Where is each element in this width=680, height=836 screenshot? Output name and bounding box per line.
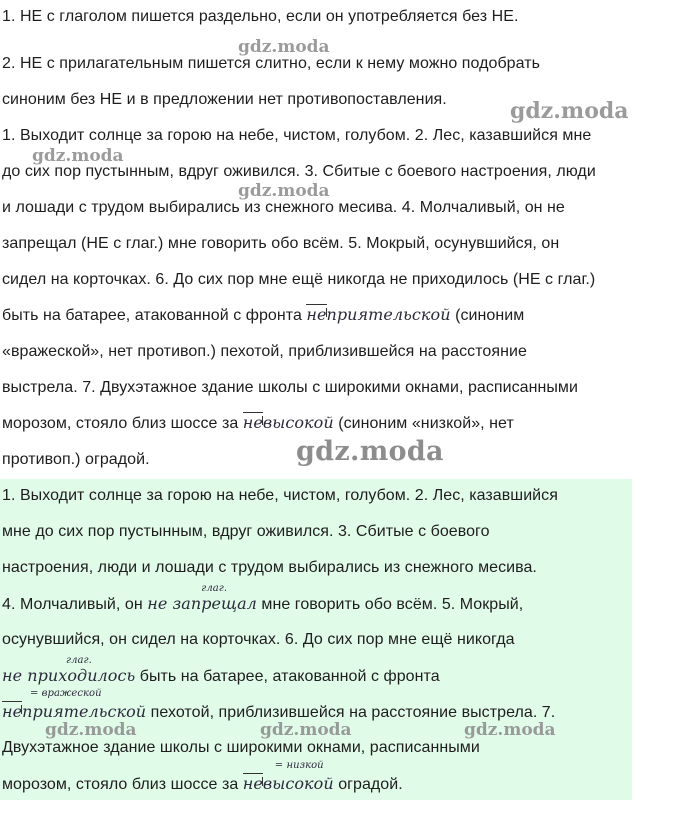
annotation-label: = низкой	[274, 760, 324, 771]
watermark: gdz.moda	[296, 436, 444, 467]
rule-2-line-1: 2. НЕ с прилагательным пишется слитно, если к нему можно подобрать	[2, 55, 540, 72]
text-segment: оградой.	[338, 776, 403, 793]
handwritten-root: приятельской	[22, 702, 147, 721]
handwritten-word	[242, 760, 334, 794]
answer-line	[2, 655, 440, 687]
text-segment: (синоним «низкой», нет	[338, 415, 514, 432]
overline-prefix: не	[2, 702, 23, 721]
text-line: 1. Выходит солнце за горою на небе, чистом, голубом. 2. Лес, казавшийся мне	[2, 127, 592, 144]
text-segment: быть на батарее, атакованной с фронта	[2, 307, 302, 324]
text-line	[2, 413, 514, 434]
text-segment: быть на батарее, атакованной с фронта	[139, 668, 440, 685]
handwritten-root: приятельской	[326, 305, 451, 324]
answer-line: Двухэтажное здание школы с широкими окнами, расписанными	[2, 739, 480, 756]
answer-line	[2, 760, 403, 795]
text-segment: морозом, стояло близ шоссе за	[2, 415, 239, 432]
text-line: и лошади с трудом выбирались из снежного месива. 4. Молчаливый, он не	[2, 199, 565, 216]
handwritten-text: не приходилось	[2, 666, 136, 685]
text-segment: (синоним	[455, 307, 525, 324]
text-line: противоп.) оградой.	[2, 451, 150, 468]
rule-2-line-2: синоним без НЕ и в предложении нет противопоставления.	[2, 91, 447, 108]
answer-line	[2, 583, 524, 615]
text-line: выстрела. 7. Двухэтажное здание школы с широкими окнами, расписанными	[2, 379, 578, 396]
text-segment: 4. Молчаливый, он	[2, 596, 143, 613]
text-line: «вражеской», нет противоп.) пехотой, приблизившейся на расстояние	[2, 343, 527, 360]
text-line: запрещал (НЕ с глаг.) мне говорить обо всём. 5. Мокрый, осунувшийся, он	[2, 235, 560, 252]
watermark: gdz.moda	[32, 146, 124, 166]
handwritten-text: не запрещал	[147, 594, 257, 613]
overline-prefix: не	[306, 305, 327, 324]
watermark: gdz.moda	[238, 181, 330, 201]
overline-prefix: не	[242, 774, 263, 793]
text-segment: морозом, стояло близ шоссе за	[2, 776, 239, 793]
annotation-label: глаг.	[201, 583, 228, 594]
annotation-label: = вражеской	[30, 688, 102, 699]
watermark: gdz.moda	[260, 720, 352, 740]
handwritten-word	[2, 655, 136, 686]
answer-line: настроения, люди и лошади с трудом выбирались из снежного месива.	[2, 559, 537, 576]
answer-line: 1. Выходит солнце за горою на небе, чистом, голубом. 2. Лес, казавшийся	[2, 487, 558, 504]
text-segment: пехотой, приблизившейся на расстояние выстрела. 7.	[150, 704, 556, 721]
handwritten-word	[147, 583, 257, 614]
text-line	[2, 305, 524, 326]
handwritten-root: высокой	[262, 413, 334, 432]
watermark: gdz.moda	[464, 720, 556, 740]
handwritten-word	[2, 688, 147, 722]
handwritten-word	[243, 413, 334, 433]
watermark: gdz.moda	[510, 98, 629, 124]
text-line: сидел на корточках. 6. До сих пор мне ещё никогда не приходилось (НЕ с глаг.)	[2, 271, 596, 288]
text-segment: мне говорить обо всём. 5. Мокрый,	[261, 596, 524, 613]
annotation-label: глаг.	[66, 655, 92, 666]
watermark: gdz.moda	[238, 37, 330, 57]
watermark: gdz.moda	[45, 720, 137, 740]
handwritten-word	[306, 305, 450, 325]
overline-prefix: не	[242, 413, 263, 432]
answer-line: осунувшийся, он сидел на корточках. 6. До сих пор мне ещё никогда	[2, 631, 515, 648]
text-line: до сих пор пустынным, вдруг оживился. 3. Сбитые с боевого настроения, люди	[2, 163, 596, 180]
rule-1: 1. НЕ с глаголом пишется раздельно, если он употребляется без НЕ.	[2, 8, 519, 25]
handwritten-root: высокой	[262, 774, 334, 793]
answer-line: мне до сих пор пустынным, вдруг оживился. 3. Сбитые с боевого	[2, 523, 490, 540]
